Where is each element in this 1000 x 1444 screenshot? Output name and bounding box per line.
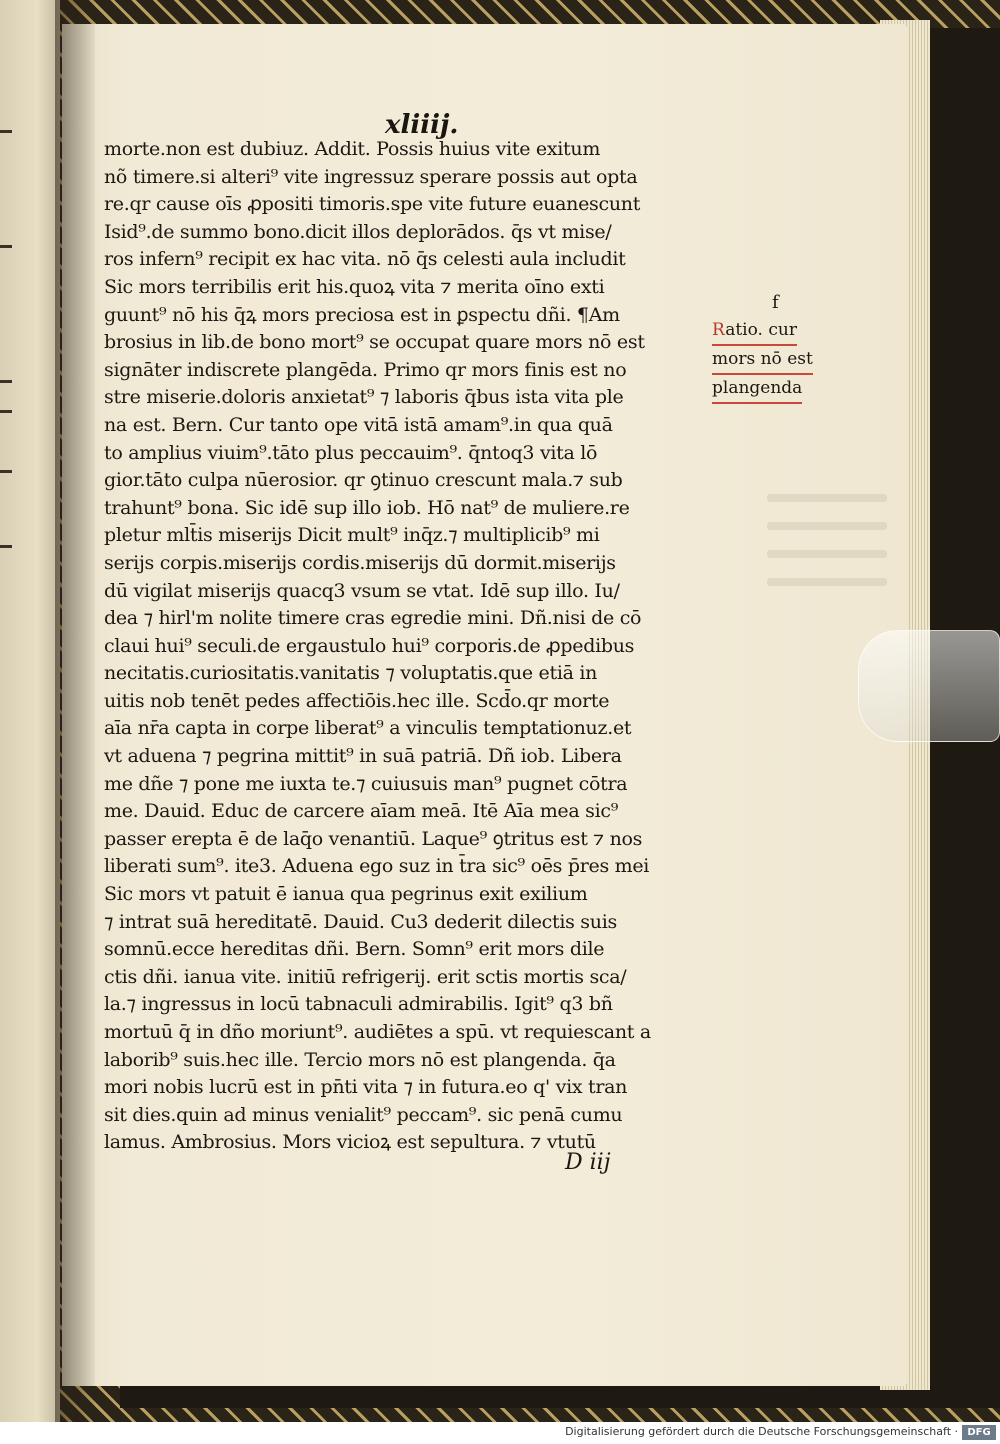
text-line: signāter indiscrete plangēda. Primo qr mors finis est no	[104, 358, 627, 381]
funding-credit: Digitalisierung gefördert durch die Deutsche Forschungsgemeinschaft ·	[565, 1425, 958, 1438]
facing-page-mark	[0, 410, 12, 413]
text-line: re.qr cause oīs ꝓpositi timoris.spe vite future euanescunt	[104, 193, 641, 216]
facing-page-mark	[0, 245, 12, 248]
marginal-note-line: plangenda	[712, 375, 802, 404]
text-line: Sic mors vt patuit ē ianua qua pegrinus exit exilium	[104, 883, 588, 906]
text-line: gior.tāto culpa nūerosior. qr ꝯtinuo crescunt mala.⁊ sub	[104, 469, 623, 492]
text-line: somnū.ecce hereditas dñi. Bern. Somn⁹ erit mors dile	[104, 938, 605, 961]
text-line: me dñe ⁊ pone me iuxta te.⁊ cuiusuis man⁹ pugnet cōtra	[104, 772, 628, 795]
facing-page-edge	[0, 0, 62, 1422]
text-line: Isid⁹.de summo bono.dicit illos deplorādos. q̄s vt mise/	[104, 220, 612, 243]
page-clip	[858, 630, 1000, 742]
text-line: vt aduena ⁊ pegrina mittit⁹ in suā patriā. Dñ iob. Libera	[104, 745, 622, 768]
marginal-note-line: Ratio. cur	[712, 317, 797, 346]
show-through-text	[767, 578, 887, 586]
folio-number: xliiij.	[385, 110, 459, 140]
text-line: claui hui⁹ seculi.de ergaustulo hui⁹ corporis.de ꝓpedibus	[104, 634, 635, 657]
text-line: sit dies.quin ad minus venialit⁹ peccam⁹. sic penā cumu	[104, 1103, 623, 1126]
facing-page-mark	[0, 130, 12, 133]
marginal-letter: f	[772, 292, 779, 313]
text-line: nõ timere.si alteri⁹ vite ingressuz sperare possis aut opta	[104, 165, 638, 188]
show-through-text	[767, 522, 887, 530]
text-line: to amplius viuim⁹.tāto plus peccauim⁹. q̄ntoq3 vita lō	[104, 441, 598, 464]
text-line: laborib⁹ suis.hec ille. Tercio mors nō est plangenda. q̄a	[104, 1048, 616, 1071]
text-line: stre miserie.doloris anxietat⁹ ⁊ laboris q̄bus ista vita ple	[104, 386, 624, 409]
text-line: guunt⁹ nō his q̄ꝝ mors preciosa est in ꝑspectu dñi. ¶Am	[104, 303, 620, 326]
text-line: uitis nob tenēt pedes affectiōis.hec ille. Scd̄o.qr morte	[104, 689, 610, 712]
text-line: me. Dauid. Educ de carcere aīam meā. Itē Aīa mea sic⁹	[104, 800, 619, 823]
text-line: dea ⁊ hirl'm nolite timere cras egredie mini. Dñ.nisi de cō	[104, 607, 642, 630]
text-line: morte.non est dubiuz. Addit. Possis huius vite exitum	[104, 138, 601, 160]
text-line: passer erepta ē de laq̄o venantiū. Laque⁹ ꝯtritus est ⁊ nos	[104, 827, 643, 850]
text-line: lamus. Ambrosius. Mors vicioꝝ est sepultura. ⁊ vtutū	[104, 1131, 596, 1154]
facing-page-mark	[0, 380, 12, 383]
text-line: Sic mors terribilis erit his.quoꝝ vita ⁊ merita oīno exti	[104, 275, 605, 298]
text-line: trahunt⁹ bona. Sic idē sup illo iob. Hō nat⁹ de muliere.re	[104, 496, 630, 519]
marginal-note-line: mors nō est	[712, 346, 813, 375]
text-line: mortuū q̄ in dño moriunt⁹. audiētes a spū. vt requiescant a	[104, 1021, 651, 1043]
text-line: mori nobis lucrū est in pn̄ti vita ⁊ in futura.eo q' vix tran	[104, 1076, 628, 1099]
marginal-note	[712, 290, 842, 404]
digitization-footer	[0, 1422, 1000, 1444]
text-line: liberati sum⁹. ite3. Aduena ego suz in t̄ra sic⁹ oēs p̄res mei	[104, 855, 650, 878]
text-line: brosius in lib.de bono mort⁹ se occupat quare mors nō est	[104, 331, 645, 354]
text-line: dū vigilat miserijs quacq3 vsum se vtat. Idē sup illo. Iu/	[104, 579, 620, 602]
text-line: na est. Bern. Cur tanto ope vitā istā amam⁹.in qua quā	[104, 413, 613, 436]
text-line: aīa nr̄a capta in corpe liberat⁹ a vinculis temptationuz.et	[104, 717, 632, 740]
show-through-text	[767, 550, 887, 558]
dfg-logo: DFG	[962, 1425, 996, 1440]
rubric-initial: R	[712, 320, 726, 340]
facing-page-mark	[0, 545, 12, 548]
text-line: ros infern⁹ recipit ex hac vita. nō q̄s celesti aula includit	[104, 248, 626, 271]
gutter-shadow	[55, 0, 95, 1422]
main-text-column	[104, 136, 706, 1157]
text-line: pletur mlt̄is miserijs Dicit mult⁹ inq̄z.⁊ multiplicib⁹ mi	[104, 524, 600, 547]
facing-page-mark	[0, 470, 12, 473]
show-through-text	[767, 494, 887, 502]
signature-mark: D iij	[565, 1150, 611, 1175]
text-line: serijs corpis.miserijs cordis.miserijs dū dormit.miserijs	[104, 551, 616, 574]
text-line: la.⁊ ingressus in locū tabnaculi admirabilis. Igit⁹ q3 bñ	[104, 993, 613, 1016]
text-line: ctis dñi. ianua vite. initiū refrigerij. erit sctis mortis sca/	[104, 965, 627, 988]
text-line: necitatis.curiositatis.vanitatis ⁊ voluptatis.que etiā in	[104, 662, 598, 685]
text-line: ⁊ intrat suā hereditatē. Dauid. Cu3 dederit dilectis suis	[104, 910, 617, 933]
